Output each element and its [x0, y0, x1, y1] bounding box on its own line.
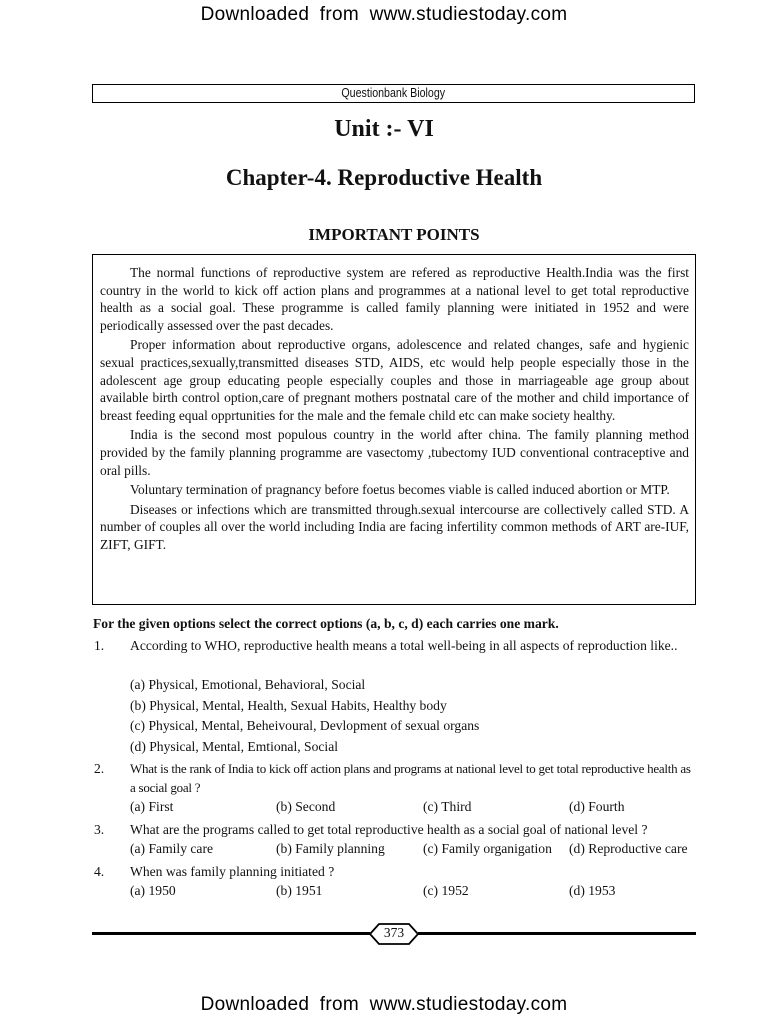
- instruction-text: For the given options select the correct options (a, b, c, d) each carries one mark.: [93, 616, 559, 631]
- option-a: (a) Physical, Emotional, Behavioral, Social: [130, 677, 366, 692]
- point-paragraph: Voluntary termination of pragnancy before foetus becomes viable is called induced abortion or MTP.: [130, 482, 670, 498]
- download-banner-bottom: Downloaded from www.studiestoday.com: [200, 994, 568, 1015]
- question-number: 4.: [94, 864, 105, 879]
- section-heading: IMPORTANT POINTS: [308, 225, 480, 244]
- option-d: (d) 1953: [569, 883, 616, 898]
- option-b: (b) Physical, Mental, Health, Sexual Habits, Healthy body: [130, 698, 447, 713]
- page-number-badge: [368, 922, 420, 946]
- footer-rule-left: [92, 932, 370, 935]
- unit-title: Unit :- VI: [334, 116, 434, 142]
- important-points-box: [92, 254, 696, 605]
- download-banner-top: Downloaded from www.studiestoday.com: [200, 4, 568, 25]
- option-d: (d) Fourth: [569, 799, 625, 814]
- option-c: (c) Family organigation: [423, 841, 552, 856]
- option-a: (a) Family care: [130, 841, 214, 856]
- point-paragraph: Diseases or infections which are transmitted through.sexual intercourse are collectively called STD. A number of couples all over the world including India are facing infertility common methods of ART are-IUF, ZIFT, GIFT.: [100, 501, 689, 552]
- question-text: When was family planning initiated ?: [130, 864, 335, 879]
- question-text: What is the rank of India to kick off action plans and programs at national level to get total reproductive health as a social goal ?: [130, 761, 691, 795]
- option-a: (a) First: [130, 799, 174, 814]
- option-b: (b) Second: [276, 799, 336, 814]
- footer-rule-right: [418, 932, 696, 935]
- question-number: 2.: [94, 761, 105, 776]
- question-number: 3.: [94, 822, 105, 837]
- point-paragraph: Proper information about reproductive organs, adolescence and related changes, safe and hygienic sexual practices,sexually,transmitted diseases STD, AIDS, etc would help people especially those in the adolescent age group educating people especially couples and those in marriageable age group about available birth control option,care of pregnant mothers postnatal care of the mother and child importance of breast feeding equal opprtunities for the male and the female child etc can make society healthy.: [100, 337, 689, 423]
- question-text: According to WHO, reproductive health means a total well-being in all aspects of reproduction like..: [130, 638, 678, 653]
- question-number: 1.: [94, 638, 105, 653]
- option-c: (c) Physical, Mental, Beheivoural, Devlopment of sexual organs: [130, 718, 480, 733]
- option-d: (d) Reproductive care: [569, 841, 688, 856]
- header-box-title: Questionbank Biology: [341, 85, 446, 100]
- header-box: [92, 84, 695, 103]
- chapter-title: Chapter-4. Reproductive Health: [225, 165, 543, 190]
- option-c: (c) Third: [423, 799, 472, 814]
- point-paragraph: The normal functions of reproductive system are refered as reproductive Health.India was the first country in the world to kick off action plans and programmes at a national level to get total reproductive health as a social goal. These programme is called family planning were initiated in 1952 and were periodically assessed over the past decades.: [100, 265, 689, 333]
- option-b: (b) Family planning: [276, 841, 385, 856]
- point-paragraph: India is the second most populous country in the world after china. The family planning method provided by the family planning programme are vasectomy ,tubectomy IUD conventional contraceptive and oral pills.: [100, 427, 689, 478]
- option-a: (a) 1950: [130, 883, 176, 898]
- option-c: (c) 1952: [423, 883, 469, 898]
- option-b: (b) 1951: [276, 883, 323, 898]
- question-text: What are the programs called to get total reproductive health as a social goal of national level ?: [130, 822, 648, 837]
- page-number: 373: [383, 925, 405, 940]
- option-d: (d) Physical, Mental, Emtional, Social: [130, 739, 339, 754]
